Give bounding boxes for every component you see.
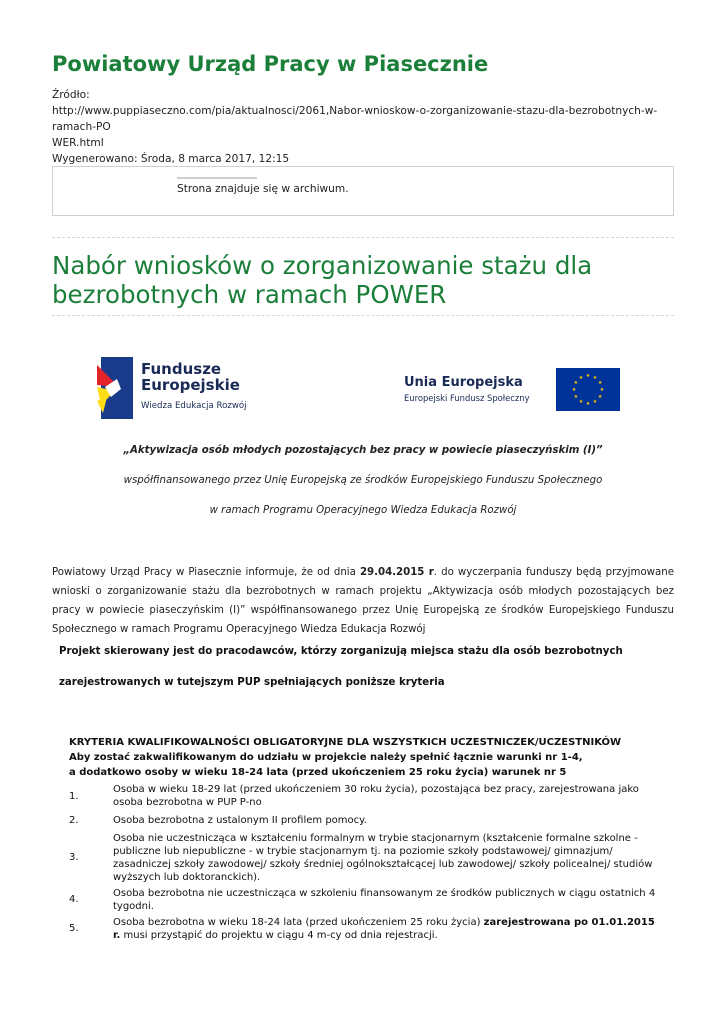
criterion-text <box>113 887 669 913</box>
criterion-line: wyższych lub doktoranckich). <box>113 871 261 883</box>
criterion-line: tygodni. <box>113 900 154 912</box>
announcement-paragraph <box>52 563 674 639</box>
fe-flag-icon <box>97 357 133 419</box>
eu-star-icon: ★ <box>578 399 584 406</box>
criterion-4 <box>69 885 669 914</box>
criterion-number: 1. <box>69 790 79 802</box>
criterion-line: Osoba w wieku 18-29 lat (przed ukończeniem 30 roku życia), pozostająca bez pracy, zarejestrowana jako <box>113 784 639 795</box>
eu-star-icon: ★ <box>573 380 579 387</box>
criterion-3 <box>69 830 669 885</box>
criterion-text <box>113 916 669 942</box>
source-url-line1[interactable]: http://www.puppiaseczno.com/pia/aktualnosci/2061,Nabor-wnioskow-o-zorganizowanie-stazu-dla-bezrobotnych-w-ramach-PO <box>52 105 658 133</box>
criterion-line: zasadniczej szkoły zawodowej/ szkoły średniej ogólnokształcącej lub zawodowej/ szkoły policealnej/ studiów <box>113 858 653 870</box>
criterion-line: osoba bezrobotna w PUP P-no <box>113 797 262 808</box>
eu-star-icon: ★ <box>599 387 605 394</box>
criterion-bold: r. <box>113 929 121 941</box>
cofinanced-line: współfinansowanego przez Unię Europejską ze środków Europejskiego Funduszu Społecznego <box>123 475 603 486</box>
criterion-line <box>113 929 669 942</box>
program-line: w ramach Programu Operacyjnego Wiedza Edukacja Rozwój <box>209 505 517 516</box>
article-title <box>52 251 674 309</box>
eu-star-icon: ★ <box>578 374 584 381</box>
criterion-5 <box>69 914 669 943</box>
eu-star-icon: ★ <box>585 401 591 408</box>
criteria-section <box>69 735 669 943</box>
eu-star-icon: ★ <box>597 394 603 401</box>
article-title-line2: bezrobotnych w ramach POWER <box>52 280 447 309</box>
divider-top <box>52 237 674 238</box>
generated-date: Wygenerowano: Środa, 8 marca 2017, 12:15 <box>52 153 290 165</box>
criteria-subheading-2: a dodatkowo osoby w wieku 18-24 lata (przed ukończeniem 25 roku życia) warunek nr 5 <box>69 767 567 778</box>
archive-notice: Strona znajduje się w archiwum. <box>177 183 349 195</box>
eu-star-icon: ★ <box>592 399 598 406</box>
fundusze-europejskie-logo <box>97 355 267 419</box>
fe-title-line2: Europejskie <box>141 376 240 394</box>
criterion-line: Osoba bezrobotna z ustalonym II profilem pomocy. <box>113 814 367 826</box>
source-url-line2[interactable]: WER.html <box>52 137 104 149</box>
criterion-text <box>113 783 669 809</box>
criterion-number: 4. <box>69 894 79 905</box>
fe-title <box>141 361 240 393</box>
eu-star-icon: ★ <box>585 373 591 380</box>
criteria-subheading-1: Aby zostać zakwalifikowanym do udziału w projekcie należy spełnić łącznie warunki nr 1-4, <box>69 752 583 763</box>
criterion-bold: zarejestrowana po 01.01.2015 <box>483 916 655 928</box>
announcement-after: . do wyczerpania funduszy będą przyjmowane wnioski o zorganizowanie stażu dla bezrobotnych w ramach projektu „Aktywizacja osób młodych pozostających bez pracy w powiecie piaseczyńskim (I)” współfinansowanego przez Unię Europejską ze środków Europejskiego Funduszu Społecznego w ramach Programu Operacyjnego Wiedza Edukacja Rozwój <box>52 567 674 635</box>
criterion-line <box>113 916 669 929</box>
project-target-line2: zarejestrowanych w tutejszym PUP spełniających poniższe kryteria <box>59 677 445 688</box>
criterion-plain: musi przystąpić do projektu w ciągu 4 m-cy od dnia rejestracji. <box>120 929 438 941</box>
article-title-line1: Nabór wniosków o zorganizowanie stażu dla <box>52 251 593 280</box>
archive-divider <box>177 177 257 179</box>
criterion-2 <box>69 810 669 830</box>
criteria-heading: KRYTERIA KWALIFIKOWALNOŚCI OBLIGATORYJNE DLA WSZYSTKICH UCZESTNICZEK/UCZESTNIKÓW <box>69 737 622 748</box>
source-metadata <box>52 87 674 167</box>
criterion-1 <box>69 782 669 810</box>
criterion-line: publiczne lub niepubliczne - w trybie stacjonarnym tj. na poziomie szkoły podstawowej/ gimnazjum/ <box>113 845 613 857</box>
eu-star-icon: ★ <box>597 380 603 387</box>
project-target-line1: Projekt skierowany jest do pracodawców, którzy zorganizują miejsca stażu dla osób bezrobotnych <box>59 646 623 657</box>
ue-name: Unia Europejska <box>404 375 523 390</box>
eu-star-icon: ★ <box>571 387 577 394</box>
announcement-before: Powiatowy Urząd Pracy w Piasecznie informuje, że od dnia <box>52 567 360 578</box>
criterion-line: Osoba bezrobotna nie uczestnicząca w szkoleniu finansowanym ze środków publicznych w ciągu ostatnich 4 <box>113 887 656 899</box>
eu-flag-icon <box>556 368 620 411</box>
unia-europejska-logo <box>402 365 622 415</box>
criterion-text <box>113 814 669 827</box>
criterion-number: 2. <box>69 814 79 826</box>
announcement-date: 29.04.2015 r <box>359 567 434 578</box>
criterion-line: Osoba nie uczestnicząca w kształceniu formalnym w trybie stacjonarnym (kształcenie formalne szkolne - <box>113 832 638 844</box>
logo-strip <box>97 355 622 420</box>
criterion-plain: Osoba bezrobotna w wieku 18-24 lata (przed ukończeniem 25 roku życia) <box>113 916 484 928</box>
source-label: Źródło: <box>52 89 90 101</box>
criterion-number: 5. <box>69 923 79 934</box>
site-title: Powiatowy Urząd Pracy w Piasecznie <box>52 52 489 76</box>
project-quote: „Aktywizacja osób młodych pozostających bez pracy w powiecie piaseczyńskim (I)” <box>123 445 603 456</box>
eu-star-icon: ★ <box>592 374 598 381</box>
fe-subtitle: Wiedza Edukacja Rozwój <box>141 401 247 411</box>
ue-subtitle: Europejski Fundusz Społeczny <box>404 393 530 403</box>
archive-notice-box <box>52 166 674 216</box>
fe-title-line1: Fundusze <box>141 360 222 378</box>
criterion-text <box>113 832 669 884</box>
criterion-number: 3. <box>69 852 79 863</box>
eu-star-icon: ★ <box>573 394 579 401</box>
divider-bottom <box>52 315 674 316</box>
